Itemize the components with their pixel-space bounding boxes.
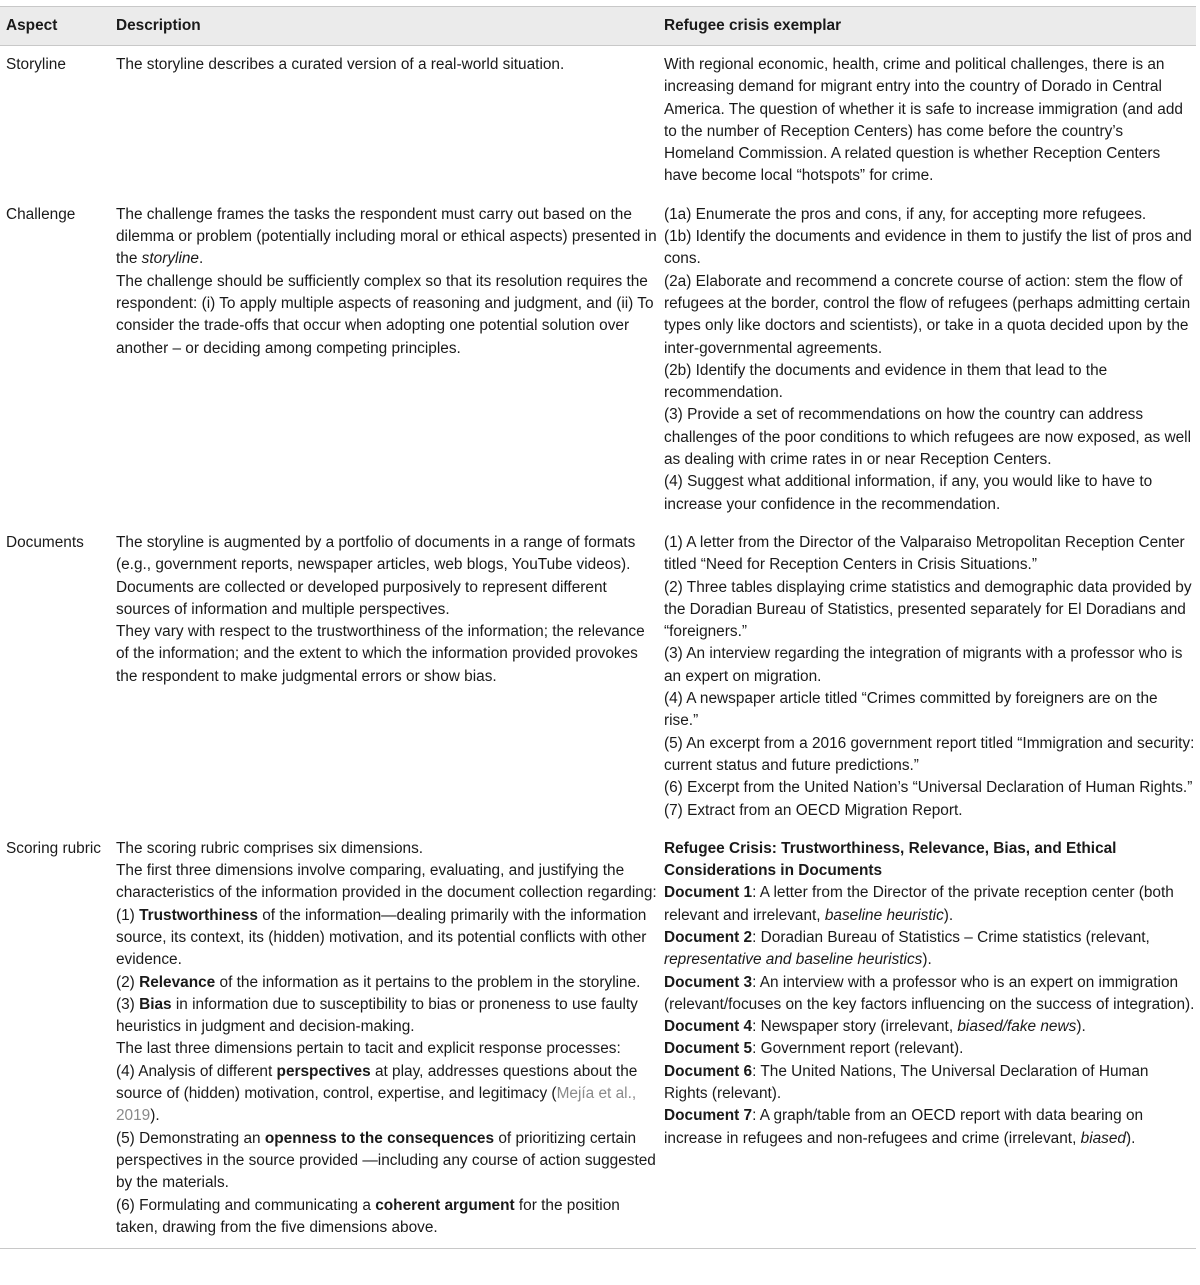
rubric-exemplar-title: Refugee Crisis: Trustworthiness, Relevance, Bias, and Ethical Considerations in Documents — [664, 839, 1117, 880]
challenge-item: (3) Provide a set of recommendations on how the country can address challenges of the poor conditions to which refugees are now exposed, as well as dealing with crime rates in or near Reception Centers. — [664, 406, 1192, 469]
rubric-document-5 — [664, 1038, 1196, 1060]
rubric-dimension-5 — [116, 1128, 658, 1195]
document-text: ). — [922, 951, 932, 969]
document-text: : Newspaper story (irrelevant, — [752, 1018, 958, 1036]
rubric-dimension-3 — [116, 994, 658, 1039]
dimension-term: coherent argument — [375, 1196, 515, 1214]
rubric-intro: The last three dimensions pertain to tacit and explicit response processes: — [116, 1040, 621, 1058]
dimension-term: openness to the consequences — [264, 1129, 495, 1147]
rubric-aspect: Scoring rubric — [0, 830, 110, 1249]
dimension-number: (3) — [116, 995, 140, 1013]
dimension-number: (1) — [116, 906, 140, 924]
row-scoring-rubric — [0, 830, 1196, 1249]
dimension-term: Trustworthiness — [139, 906, 258, 924]
document-text: : An interview with a professor who is an expert on immigration (relevant/focuses on the key factors influencing on the success of integration). — [664, 973, 1195, 1013]
document-text: : Government report (relevant). — [752, 1040, 964, 1058]
header-exemplar: Refugee crisis exemplar — [658, 7, 1196, 46]
document-text: : A letter from the Director of the private reception center (both relevant and irrelevant, — [664, 884, 1174, 924]
document-label: Document 5 — [664, 1040, 753, 1058]
rubric-dimension-4 — [116, 1061, 658, 1128]
documents-desc-para: Documents are collected or developed purposively to represent different sources of information and multiple perspectives. — [116, 578, 607, 618]
rubric-description — [110, 830, 658, 1249]
row-challenge — [0, 196, 1196, 524]
document-text: : Doradian Bureau of Statistics – Crime statistics (relevant, — [752, 928, 1150, 946]
document-item: (1) A letter from the Director of the Valparaiso Metropolitan Reception Center titled “Need for Reception Centers in Crisis Situations.” — [664, 533, 1185, 574]
row-documents — [0, 524, 1196, 830]
documents-exemplar — [658, 524, 1196, 830]
dimension-text: for the position taken, drawing from the five dimensions above. — [116, 1196, 620, 1236]
rubric-document-7 — [664, 1105, 1196, 1150]
document-text: ). — [943, 906, 954, 924]
rubric-dimension-1 — [116, 905, 658, 972]
citation-link[interactable]: Mejía et al., 2019 — [116, 1085, 637, 1125]
challenge-desc-para-2: The challenge should be sufficiently complex so that its resolution requires the respondent: (i) To apply multiple aspects of reasoning and judgment, and (ii) To consider the trade-offs that occur when adopting one potential solution over another – or deciding among competing principles. — [116, 272, 654, 357]
dimension-term: perspectives — [276, 1062, 371, 1080]
documents-description — [110, 524, 658, 830]
document-text: ). — [1076, 1018, 1086, 1036]
challenge-desc-end: . — [198, 250, 204, 268]
rubric-exemplar — [658, 830, 1196, 1249]
dimension-text: of the information—dealing primarily with the information source, its context, its (hidden) motivation, and its potential conflicts with other evidence. — [116, 906, 647, 969]
document-label: Document 1 — [664, 884, 753, 902]
challenge-description — [110, 196, 658, 524]
document-item: (7) Extract from an OECD Migration Report. — [664, 801, 963, 819]
dimension-text: (5) Demonstrating an — [116, 1129, 265, 1147]
header-row — [0, 7, 1196, 46]
row-storyline — [0, 46, 1196, 196]
dimension-text: in information due to susceptibility to bias or proneness to use faulty heuristics in judgment and decision-making. — [116, 995, 638, 1036]
documents-desc-para: They vary with respect to the trustworthiness of the information; the relevance of the information; and the extent to which the information provided provokes the respondent to make judgmental errors or show bias. — [116, 623, 645, 685]
rubric-document-1 — [664, 882, 1196, 927]
document-label: Document 7 — [664, 1107, 753, 1125]
challenge-item: (1a) Enumerate the pros and cons, if any, for accepting more refugees. — [664, 205, 1147, 223]
storyline-description: The storyline describes a curated version of a real-world situation. — [116, 56, 565, 73]
challenge-item: (2a) Elaborate and recommend a concrete course of action: stem the flow of refugees at the border, control the flow of refugees (perhaps admitting certain types only like doctors and scientists), or take in a quota decided upon by the inter-governmental agreements. — [664, 272, 1191, 357]
storyline-aspect: Storyline — [6, 56, 66, 73]
dimension-text: of the information as it pertains to the problem in the storyline. — [215, 973, 641, 991]
document-label: Document 6 — [664, 1062, 753, 1080]
document-label: Document 3 — [664, 973, 753, 991]
challenge-aspect: Challenge — [6, 205, 76, 223]
challenge-desc-para-1 — [116, 204, 658, 271]
document-item: (4) A newspaper article titled “Crimes committed by foreigners are on the rise.” — [664, 690, 1158, 730]
header-description: Description — [110, 7, 658, 46]
rubric-document-3 — [664, 972, 1196, 1017]
header-aspect: Aspect — [0, 7, 110, 46]
dimension-number: (2) — [116, 973, 140, 991]
documents-aspect: Documents — [6, 533, 84, 551]
rubric-intro: The first three dimensions involve comparing, evaluating, and justifying the characteristics of the information provided in the document collection regarding: — [116, 862, 657, 902]
document-text: ). — [1126, 1129, 1136, 1147]
document-text: : The United Nations, The Universal Declaration of Human Rights (relevant). — [664, 1062, 1149, 1103]
dimension-text: at play, addresses questions about the source of (hidden) motivation, control, expertise, and legitimacy ( — [116, 1062, 638, 1103]
rubric-document-6 — [664, 1061, 1196, 1106]
aspects-table — [0, 6, 1196, 1249]
document-item: (3) An interview regarding the integration of migrants with a professor who is an expert on migration. — [664, 645, 1183, 685]
document-italic: baseline heuristic — [824, 906, 944, 924]
rubric-dimension-6 — [116, 1195, 658, 1240]
document-text: : A graph/table from an OECD report with data bearing on increase in refugees and non-refugees and crime (irrelevant, — [664, 1107, 1144, 1147]
challenge-exemplar — [658, 196, 1196, 524]
challenge-item: (1b) Identify the documents and evidence in them to justify the list of pros and cons. — [664, 228, 1192, 268]
rubric-document-4 — [664, 1016, 1196, 1038]
dimension-text: (6) Formulating and communicating a — [116, 1196, 376, 1214]
document-label: Document 2 — [664, 928, 753, 946]
document-item: (2) Three tables displaying crime statistics and demographic data provided by the Doradian Bureau of Statistics, presented separately for El Doradians and “foreigners.” — [664, 578, 1192, 641]
document-item: (5) An excerpt from a 2016 government report titled “Immigration and security: current status and future predictions.” — [664, 734, 1195, 774]
table-header — [0, 7, 1196, 46]
document-italic: biased/fake news — [957, 1018, 1077, 1036]
dimension-term: Bias — [139, 995, 172, 1013]
rubric-document-2 — [664, 927, 1196, 972]
challenge-desc-text: The challenge frames the tasks the respondent must carry out based on the dilemma or problem (potentially including moral or ethical aspects) presented in the — [116, 205, 657, 268]
storyline-term: storyline — [141, 250, 199, 268]
challenge-item: (2b) Identify the documents and evidence in them that lead to the recommendation. — [664, 361, 1108, 402]
document-label: Document 4 — [664, 1018, 753, 1036]
challenge-item: (4) Suggest what additional information, if any, you would like to have to increase your confidence in the recommendation. — [664, 473, 1153, 513]
dimension-text: (4) Analysis of different — [116, 1062, 277, 1080]
rubric-intro: The scoring rubric comprises six dimensions. — [116, 839, 424, 857]
document-italic: representative and baseline heuristics — [664, 951, 923, 969]
dimension-term: Relevance — [139, 973, 216, 991]
dimension-text: of prioritizing certain perspectives in the source provided —including any course of action suggested by the materials. — [116, 1129, 656, 1192]
documents-desc-para: The storyline is augmented by a portfolio of documents in a range of formats (e.g., government reports, newspaper articles, web blogs, YouTube videos). — [116, 533, 636, 574]
rubric-dimension-2 — [116, 972, 658, 994]
dimension-text: ). — [150, 1107, 160, 1125]
document-italic: biased — [1080, 1129, 1126, 1147]
storyline-exemplar: With regional economic, health, crime and political challenges, there is an increasing demand for migrant entry into the country of Dorado in Central America. The question of whether it is safe to increase immigration (and add to the number of Reception Centers) has come before the country’s Homeland Commission. A related question is whether Reception Centers have become local “hotspots” for crime. — [664, 56, 1183, 185]
document-item: (6) Excerpt from the United Nation’s “Universal Declaration of Human Rights.” — [664, 779, 1193, 797]
